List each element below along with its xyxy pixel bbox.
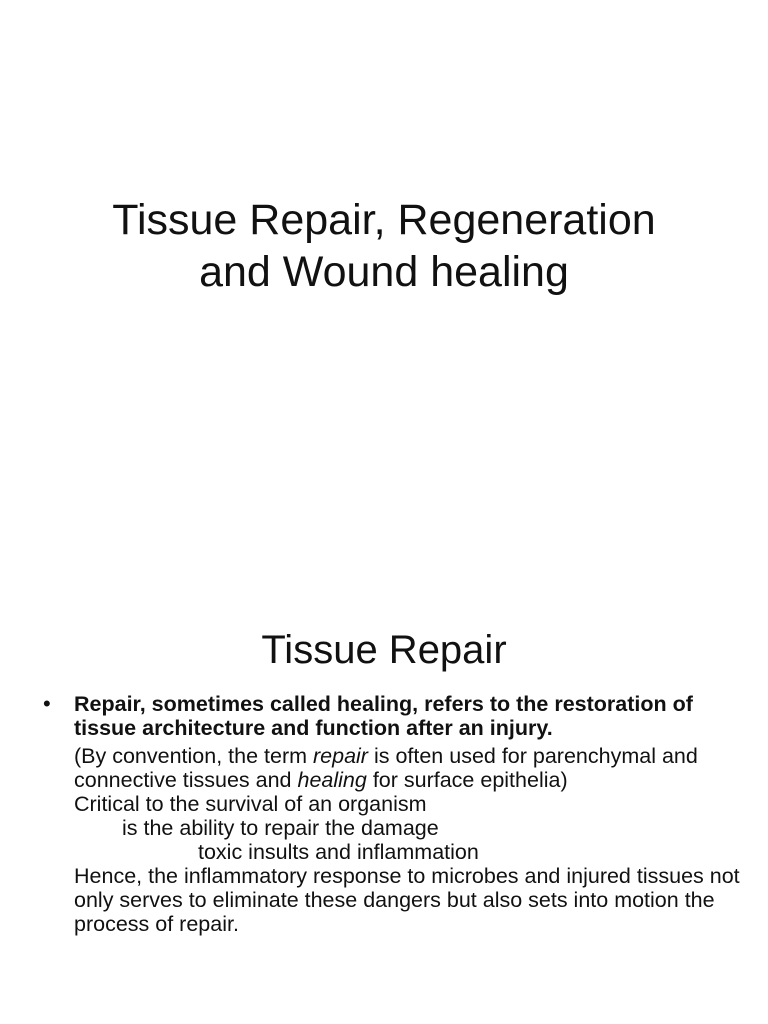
title-line-1: Tissue Repair, Regeneration	[112, 196, 656, 244]
slide-title: Tissue Repair	[261, 628, 507, 672]
critical-line-2: is the ability to repair the damage	[122, 816, 439, 840]
hence-paragraph: Hence, the inflammatory response to microbes and injured tissues not only serves to eliminate these dangers but also sets into motion the process of repair.	[74, 864, 740, 936]
title-line-2: and Wound healing	[199, 248, 569, 296]
convention-part-3: for surface epithelia)	[366, 768, 568, 792]
critical-line-3: toxic insults and inflammation	[198, 840, 479, 864]
convention-italic-healing: healing	[297, 768, 367, 792]
content-slide	[0, 512, 768, 1024]
convention-paragraph	[40, 744, 740, 792]
bullet-item	[40, 692, 740, 740]
convention-italic-repair: repair	[313, 744, 368, 768]
bullet-icon: •	[43, 691, 51, 716]
critical-line-1: Critical to the survival of an organism	[74, 792, 427, 816]
slide-body	[40, 692, 740, 936]
convention-part-2: is often used for parenchymal and connective tissues and	[74, 744, 698, 792]
convention-part-1: (By convention, the term	[74, 744, 313, 768]
presentation-title	[0, 194, 768, 298]
bullet-lead-text: Repair, sometimes called healing, refers to the restoration of tissue architecture and function after an injury.	[74, 692, 693, 740]
